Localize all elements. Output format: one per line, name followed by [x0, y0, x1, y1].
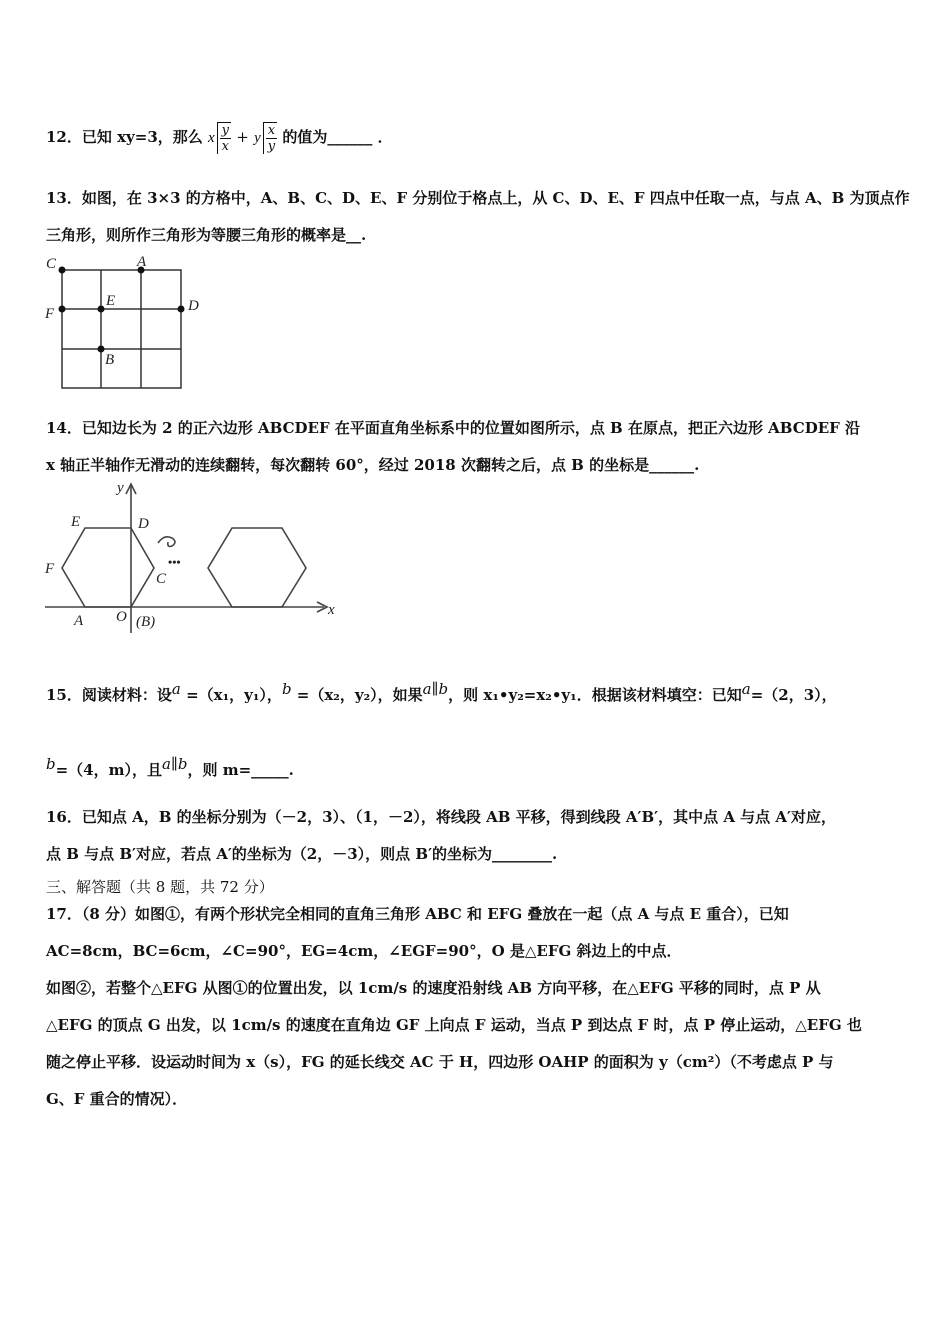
- q17-line5: 随之停止平移．设运动时间为 x（s），FG 的延长线交 AC 于 H，四边形 OAHP 的面积为 y（cm²）（不考虑点 P 与: [46, 1053, 834, 1071]
- q14-line1: 14．已知边长为 2 的正六边形 ABCDEF 在平面直角坐标系中的位置如图所示，点 B 在原点，把正六边形 ABCDEF 沿: [46, 419, 861, 437]
- svg-text:y: y: [117, 480, 124, 496]
- q13-grid-figure: [40, 252, 210, 397]
- q12-text: 12．已知 xy=3，那么: [46, 128, 203, 146]
- svg-text:A: A: [74, 613, 84, 629]
- svg-text:F: F: [45, 561, 55, 577]
- label-a: A: [137, 254, 147, 270]
- label-f: F: [45, 306, 55, 322]
- q17-line4: △EFG 的顶点 G 出发，以 1cm/s 的速度在直角边 GF 上向点 F 运动，当点 P 到达点 F 时，点 P 停止运动，△EFG 也: [46, 1016, 862, 1034]
- q17-line3: 如图②，若整个△EFG 从图①的位置出发，以 1cm/s 的速度沿射线 AB 方向平移，在△EFG 平移的同时，点 P 从: [46, 979, 821, 997]
- q15-line1: 15．阅读材料：设a =（x₁，y₁），b =（x₂，y₂），如果a∥b，则 x₁•y₂=x₂•y₁．根据该材料填空：已知a=（2，3），: [46, 680, 837, 704]
- svg-text:C: C: [156, 571, 167, 587]
- svg-text:•••: •••: [168, 555, 181, 569]
- svg-text:O: O: [116, 609, 127, 625]
- hexagon-initial: [62, 528, 154, 607]
- q13-line2: 三角形，则所作三角形为等腰三角形的概率是__.: [46, 226, 367, 244]
- label-c: C: [46, 256, 57, 272]
- q17-line1: 17．（8 分）如图①，有两个形状完全相同的直角三角形 ABC 和 EFG 叠放在一起（点 A 与点 E 重合），已知: [46, 905, 789, 923]
- point-b: [98, 346, 105, 353]
- question-12: [46, 122, 393, 154]
- svg-text:x: x: [328, 602, 335, 618]
- point-e: [98, 306, 105, 313]
- q12-tail: 的值为______ ．: [282, 128, 393, 146]
- q12-expression: x $\frac{y}{x}$ + y $\frac{x}{y}$: [208, 123, 276, 154]
- point-f: [59, 306, 66, 313]
- q16-line2: 点 B 与点 B′对应，若点 A′的坐标为（2，－3），则点 B′的坐标为________.: [46, 845, 558, 863]
- q14-line2: x 轴正半轴作无滑动的连续翻转，每次翻转 60°，经过 2018 次翻转之后，点 B 的坐标是______.: [46, 456, 700, 474]
- section-heading: 三、解答题（共 8 题，共 72 分）: [46, 878, 274, 896]
- label-d: D: [188, 298, 199, 314]
- point-d: [178, 306, 185, 313]
- rotate-arrow-icon: [158, 537, 175, 547]
- svg-text:D: D: [138, 516, 149, 532]
- svg-text:(B): (B): [136, 614, 156, 630]
- q13-line1: 13．如图，在 3×3 的方格中，A、B、C、D、E、F 分别位于格点上，从 C、D、E、F 四点中任取一点，与点 A、B 为顶点作: [46, 189, 910, 207]
- q17-line2: AC=8cm，BC=6cm，∠C=90°，EG=4cm，∠EGF=90°，O 是△EFG 斜边上的中点．: [46, 942, 682, 960]
- q15-line2: b=（4，m），且a∥b，则 m=_____.: [46, 755, 294, 779]
- svg-text:E: E: [71, 514, 81, 530]
- point-c: [59, 267, 66, 274]
- label-e: E: [106, 293, 116, 309]
- q17-line6: G、F 重合的情况）．: [46, 1090, 188, 1108]
- label-b: B: [105, 352, 115, 368]
- hexagon-flipped: [208, 528, 306, 607]
- q16-line1: 16．已知点 A，B 的坐标分别为（－2，3）、（1，－2），将线段 AB 平移，得到线段 A′B′，其中点 A 与点 A′对应，: [46, 808, 836, 826]
- q14-hexagon-figure: [40, 478, 340, 638]
